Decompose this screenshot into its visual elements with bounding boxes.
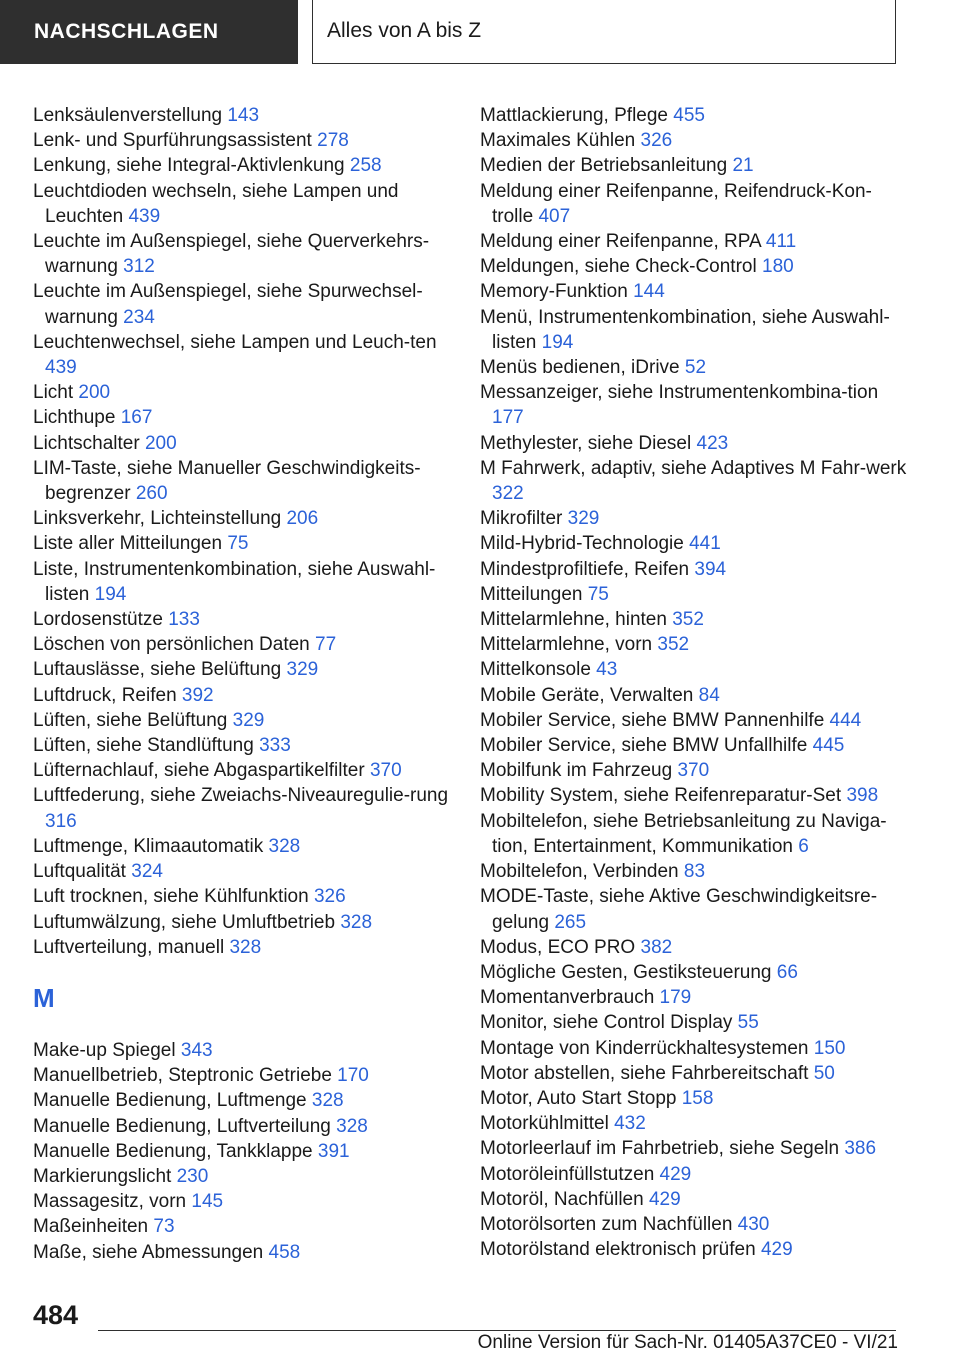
page-reference-link[interactable]: 441 xyxy=(689,533,721,555)
page-reference-link[interactable]: 444 xyxy=(829,709,862,731)
index-entry xyxy=(33,910,463,935)
index-entry xyxy=(480,355,910,380)
index-term: Mattlackierung, Pflege xyxy=(480,105,668,126)
page-reference-link[interactable]: 370 xyxy=(369,760,402,782)
index-term: Motorkühlmittel xyxy=(480,1113,609,1135)
page-reference-link[interactable]: 158 xyxy=(681,1087,714,1109)
index-entry xyxy=(33,456,463,506)
index-entry xyxy=(480,657,910,682)
page-reference-link[interactable]: 326 xyxy=(640,130,673,152)
page-reference-link[interactable]: 194 xyxy=(541,331,574,353)
index-term: Mobiltelefon, Verbinden xyxy=(480,861,679,883)
index-term: Leuchtdioden wechseln, siehe Lampen und Leuchten xyxy=(33,180,399,227)
index-term: Meldung einer Reifenpanne, RPA xyxy=(480,231,761,253)
index-term: MODE-Taste, siehe Aktive Geschwindigkeitsre-gelung xyxy=(480,886,878,933)
index-term: Menüs bedienen, iDrive xyxy=(480,357,680,379)
index-entry xyxy=(480,1212,910,1237)
page-reference-link[interactable]: 194 xyxy=(94,583,127,605)
index-term: Lenk- und Spurführungsassistent xyxy=(33,130,312,152)
index-entry xyxy=(480,305,910,355)
index-entry xyxy=(33,103,463,128)
index-entry xyxy=(33,153,463,178)
index-entry xyxy=(33,229,463,279)
index-entry xyxy=(33,1088,463,1113)
index-entry xyxy=(480,531,910,556)
index-entry xyxy=(33,179,463,229)
page-reference-link[interactable]: 179 xyxy=(659,987,692,1009)
index-entry xyxy=(480,506,910,531)
index-term: Linksverkehr, Lichteinstellung xyxy=(33,508,282,530)
index-entry xyxy=(480,783,910,808)
index-term: Lichthupe xyxy=(33,407,116,429)
index-entry xyxy=(480,708,910,733)
page-reference-link[interactable]: 21 xyxy=(732,155,754,177)
index-term: Luftumwälzung, siehe Umluftbetrieb xyxy=(33,911,336,933)
index-group-l xyxy=(33,103,463,960)
page-reference-link[interactable]: 200 xyxy=(78,382,111,404)
page-reference-link[interactable]: 430 xyxy=(737,1213,770,1235)
index-term: Lenksäulenverstellung xyxy=(33,105,223,126)
index-entry xyxy=(33,506,463,531)
index-term: Lenkung, siehe Integral-Aktivlenkung xyxy=(33,155,345,177)
index-entry xyxy=(480,380,910,430)
page-reference-link[interactable]: 439 xyxy=(128,205,161,227)
index-term: Luftmenge, Klimaautomatik xyxy=(33,835,264,857)
index-entry xyxy=(480,456,910,506)
page-reference-link[interactable]: 328 xyxy=(311,1090,344,1112)
index-entry xyxy=(33,1139,463,1164)
index-entry xyxy=(33,733,463,758)
index-term: Mobilfunk im Fahrzeug xyxy=(480,760,673,782)
index-term: Menü, Instrumentenkombination, siehe Auswahl-listen xyxy=(480,306,890,353)
index-entry xyxy=(480,1061,910,1086)
index-term: Momentanverbrauch xyxy=(480,987,655,1009)
index-entry xyxy=(480,935,910,960)
index-entry xyxy=(33,632,463,657)
index-entry xyxy=(480,985,910,1010)
index-term: Luftfederung, siehe Zweiachs-Niveauregulie-rung xyxy=(33,785,449,807)
index-term: Maximales Kühlen xyxy=(480,130,636,152)
page-reference-link[interactable]: 206 xyxy=(286,508,319,530)
index-term: Manuelle Bedienung, Tankklappe xyxy=(33,1140,313,1162)
page-reference-link[interactable]: 324 xyxy=(131,861,163,883)
index-term: Luftverteilung, manuell xyxy=(33,936,225,958)
page-reference-link[interactable]: 43 xyxy=(596,659,618,681)
index-entry xyxy=(33,708,463,733)
index-entry xyxy=(480,229,910,254)
page-reference-link[interactable]: 316 xyxy=(45,810,77,832)
index-entry xyxy=(33,279,463,329)
footer-divider xyxy=(98,1330,896,1331)
page-reference-link[interactable]: 352 xyxy=(672,609,704,631)
index-term: Lichtschalter xyxy=(33,432,140,454)
page-reference-link[interactable]: 429 xyxy=(659,1163,692,1185)
index-entry xyxy=(33,1114,463,1139)
index-entry xyxy=(480,1136,910,1161)
page-reference-link[interactable]: 326 xyxy=(313,886,346,908)
page-reference-link[interactable]: 6 xyxy=(798,835,809,857)
index-entry xyxy=(480,582,910,607)
page-reference-link[interactable]: 328 xyxy=(229,936,262,958)
page-reference-link[interactable]: 322 xyxy=(492,483,524,505)
index-entry xyxy=(480,1187,910,1212)
page-reference-link[interactable]: 445 xyxy=(812,735,845,757)
index-term: Motorölstand elektronisch prüfen xyxy=(480,1239,756,1261)
page-reference-link[interactable]: 265 xyxy=(554,911,587,933)
page-reference-link[interactable]: 329 xyxy=(232,709,265,731)
index-term: Manuellbetrieb, Steptronic Getriebe xyxy=(33,1065,332,1087)
index-entry xyxy=(33,834,463,859)
page-reference-link[interactable]: 84 xyxy=(698,684,720,706)
index-term: Mitteilungen xyxy=(480,583,583,605)
section-tab: NACHSCHLAGEN xyxy=(0,0,298,64)
index-term: Mild-Hybrid-Technologie xyxy=(480,533,684,555)
index-entry xyxy=(33,380,463,405)
page-reference-link[interactable]: 143 xyxy=(227,105,260,126)
page-reference-link[interactable]: 133 xyxy=(168,609,200,631)
page-reference-link[interactable]: 343 xyxy=(180,1039,213,1061)
index-entry xyxy=(33,531,463,556)
index-entry xyxy=(33,607,463,632)
page-number: 484 xyxy=(33,1300,79,1330)
index-term: Motoröl, Nachfüllen xyxy=(480,1188,644,1210)
page-reference-link[interactable]: 55 xyxy=(737,1012,759,1034)
index-entry xyxy=(480,960,910,985)
index-term: Mittelkonsole xyxy=(480,659,591,681)
page-reference-link[interactable]: 66 xyxy=(776,961,798,983)
index-entry xyxy=(480,431,910,456)
index-term: Lüfternachlauf, siehe Abgaspartikelfilter xyxy=(33,760,365,782)
page-reference-link[interactable]: 150 xyxy=(813,1037,846,1059)
page-reference-link[interactable]: 200 xyxy=(144,432,177,454)
chapter-title: Alles von A bis Z xyxy=(312,0,896,64)
index-entry xyxy=(33,1164,463,1189)
index-entry xyxy=(480,179,910,229)
index-term: Motoröleinfüllstutzen xyxy=(480,1163,655,1185)
index-term: Liste, Instrumentenkombination, siehe Auswahl-listen xyxy=(33,558,436,605)
page-header xyxy=(0,0,960,64)
index-term: Löschen von persönlichen Daten xyxy=(33,634,310,656)
index-term: Leuchtenwechsel, siehe Lampen und Leuch-ten xyxy=(33,331,437,353)
page-footer xyxy=(0,1300,960,1362)
page-reference-link[interactable]: 312 xyxy=(123,256,155,278)
index-entry xyxy=(480,632,910,657)
index-entry xyxy=(480,1086,910,1111)
page-reference-link[interactable]: 411 xyxy=(765,231,797,253)
index-entry xyxy=(480,128,910,153)
index-entry xyxy=(480,884,910,934)
index-entry xyxy=(480,1111,910,1136)
page-reference-link[interactable]: 329 xyxy=(286,659,319,681)
index-entry xyxy=(480,1010,910,1035)
index-entry xyxy=(480,683,910,708)
index-term: Luftauslässe, siehe Belüftung xyxy=(33,659,282,681)
index-term: Mögliche Gesten, Gestiksteuerung xyxy=(480,961,772,983)
index-entry xyxy=(33,1214,463,1239)
page-reference-link[interactable]: 432 xyxy=(614,1113,646,1135)
index-term: Memory-Funktion xyxy=(480,281,628,303)
page-reference-link[interactable]: 328 xyxy=(336,1115,368,1137)
index-term: LIM-Taste, siehe Manueller Geschwindigkeits-begrenzer xyxy=(33,457,421,505)
page-reference-link[interactable]: 423 xyxy=(696,432,729,454)
index-entry xyxy=(480,1036,910,1061)
page-reference-link[interactable]: 391 xyxy=(317,1140,350,1162)
index-entry xyxy=(33,859,463,884)
index-entry xyxy=(480,1162,910,1187)
page-reference-link[interactable]: 455 xyxy=(673,105,705,126)
page-reference-link[interactable]: 429 xyxy=(648,1188,681,1210)
index-term: Motorölsorten zum Nachfüllen xyxy=(480,1213,733,1235)
index-term: Motor, Auto Start Stopp xyxy=(480,1087,677,1109)
page-reference-link[interactable]: 75 xyxy=(227,533,249,555)
index-term: Montage von Kinderrückhaltesystemen xyxy=(480,1037,809,1059)
index-term: Mobiltelefon, siehe Betriebsanleitung zu Naviga-tion, Entertainment, Kommunikation xyxy=(480,810,887,857)
index-term: Licht xyxy=(33,382,74,404)
index-term: Mobile Geräte, Verwalten xyxy=(480,684,694,706)
index-entry xyxy=(33,683,463,708)
page-reference-link[interactable]: 50 xyxy=(813,1062,835,1084)
index-term: Messanzeiger, siehe Instrumentenkombina-tion xyxy=(480,382,879,404)
index-term: Mikrofilter xyxy=(480,508,563,530)
index-term: Luftdruck, Reifen xyxy=(33,684,177,706)
index-term: Methylester, siehe Diesel xyxy=(480,432,692,454)
page-reference-link[interactable]: 145 xyxy=(191,1191,224,1213)
index-term: Mittelarmlehne, hinten xyxy=(480,609,667,631)
index-entry xyxy=(33,884,463,909)
index-entry xyxy=(33,405,463,430)
page-reference-link[interactable]: 180 xyxy=(762,256,794,278)
page-reference-link[interactable]: 144 xyxy=(633,281,665,303)
index-column-left xyxy=(33,103,463,1265)
index-group-m xyxy=(33,1038,463,1265)
index-term: Manuelle Bedienung, Luftverteilung xyxy=(33,1115,331,1137)
index-entry xyxy=(480,809,910,859)
page-reference-link[interactable]: 333 xyxy=(259,735,291,757)
page-reference-link[interactable]: 394 xyxy=(694,558,727,580)
page-reference-link[interactable]: 77 xyxy=(315,634,337,656)
index-entry xyxy=(480,859,910,884)
index-term: Manuelle Bedienung, Luftmenge xyxy=(33,1090,307,1112)
index-term: Medien der Betriebsanleitung xyxy=(480,155,728,177)
page-reference-link[interactable]: 370 xyxy=(677,760,710,782)
index-entry xyxy=(480,758,910,783)
page-reference-link[interactable]: 429 xyxy=(760,1239,793,1261)
page-reference-link[interactable]: 177 xyxy=(492,407,524,429)
index-entry xyxy=(33,783,463,833)
index-term: M Fahrwerk, adaptiv, siehe Adaptives M Fahr-werk xyxy=(480,457,907,479)
page-reference-link[interactable]: 439 xyxy=(45,357,77,379)
index-term: Mobiler Service, siehe BMW Pannenhilfe xyxy=(480,709,825,731)
index-term: Mindestprofiltiefe, Reifen xyxy=(480,558,690,580)
index-entry xyxy=(480,557,910,582)
index-term: Markierungslicht xyxy=(33,1165,172,1187)
page-reference-link[interactable]: 392 xyxy=(181,684,214,706)
index-term: Mobiler Service, siehe BMW Unfallhilfe xyxy=(480,735,808,757)
page-reference-link[interactable]: 278 xyxy=(317,130,349,152)
page-reference-link[interactable]: 170 xyxy=(337,1065,369,1087)
page-reference-link[interactable]: 83 xyxy=(683,861,706,883)
index-term: Leuchte im Außenspiegel, siehe Spurwechsel-warnung xyxy=(33,281,423,328)
page-reference-link[interactable]: 258 xyxy=(349,155,382,177)
page-reference-link[interactable]: 73 xyxy=(153,1216,175,1238)
page-reference-link[interactable]: 234 xyxy=(123,306,155,328)
page-reference-link[interactable]: 328 xyxy=(340,911,373,933)
index-entry xyxy=(33,935,463,960)
index-entry xyxy=(480,607,910,632)
index-entry xyxy=(33,1240,463,1265)
index-term: Meldung einer Reifenpanne, Reifendruck-Kon-trolle xyxy=(480,180,872,227)
page-reference-link[interactable]: 386 xyxy=(844,1138,877,1160)
index-term: Mobility System, siehe Reifenreparatur-Set xyxy=(480,785,842,807)
index-entry xyxy=(33,758,463,783)
index-entry xyxy=(33,128,463,153)
footer-version-note: Online Version für Sach-Nr. 01405A37CE0 - VI/21 xyxy=(477,1332,898,1353)
index-term: Leuchte im Außenspiegel, siehe Querverkehrs-warnung xyxy=(33,231,430,278)
page-reference-link[interactable]: 52 xyxy=(684,357,707,379)
index-term: Motorleerlauf im Fahrbetrieb, siehe Segeln xyxy=(480,1138,840,1160)
page-reference-link[interactable]: 328 xyxy=(268,835,301,857)
page-reference-link[interactable]: 398 xyxy=(846,785,879,807)
page-reference-link[interactable]: 75 xyxy=(587,583,609,605)
index-entry xyxy=(33,657,463,682)
page-reference-link[interactable]: 352 xyxy=(657,634,690,656)
index-term: Lordosenstütze xyxy=(33,609,163,631)
index-entry xyxy=(33,1189,463,1214)
index-entry xyxy=(480,153,910,178)
index-column-right xyxy=(480,103,910,1262)
index-term: Luft trocknen, siehe Kühlfunktion xyxy=(33,886,309,908)
section-letter-m: M xyxy=(33,982,55,1013)
page-reference-link[interactable]: 407 xyxy=(538,205,571,227)
index-entry xyxy=(33,330,463,380)
index-entry xyxy=(480,1237,910,1262)
page-reference-link[interactable]: 260 xyxy=(135,483,168,505)
page-reference-link[interactable]: 230 xyxy=(176,1165,209,1187)
index-term: Modus, ECO PRO xyxy=(480,936,636,958)
index-term: Meldungen, siehe Check-Control xyxy=(480,256,757,278)
index-term: Massagesitz, vorn xyxy=(33,1191,187,1213)
index-entry xyxy=(480,279,910,304)
index-term: Maßeinheiten xyxy=(33,1216,149,1238)
page-reference-link[interactable]: 329 xyxy=(567,508,600,530)
page-reference-link[interactable]: 167 xyxy=(120,407,153,429)
index-term: Monitor, siehe Control Display xyxy=(480,1012,733,1034)
index-term: Motor abstellen, siehe Fahrbereitschaft xyxy=(480,1062,809,1084)
index-entry xyxy=(33,557,463,607)
index-entry xyxy=(480,733,910,758)
index-entry xyxy=(480,254,910,279)
index-entry xyxy=(33,1038,463,1063)
index-term: Lüften, siehe Standlüftung xyxy=(33,735,254,757)
page-reference-link[interactable]: 382 xyxy=(640,936,673,958)
index-entry xyxy=(33,1063,463,1088)
index-entry xyxy=(33,431,463,456)
index-entry xyxy=(480,103,910,128)
index-term: Mittelarmlehne, vorn xyxy=(480,634,653,656)
index-term: Maße, siehe Abmessungen xyxy=(33,1241,264,1263)
index-term: Liste aller Mitteilungen xyxy=(33,533,223,555)
index-term: Make-up Spiegel xyxy=(33,1039,176,1061)
page-reference-link[interactable]: 458 xyxy=(268,1241,301,1263)
index-term: Lüften, siehe Belüftung xyxy=(33,709,228,731)
index-group-m-continued xyxy=(480,103,910,1262)
index-term: Luftqualität xyxy=(33,861,126,883)
